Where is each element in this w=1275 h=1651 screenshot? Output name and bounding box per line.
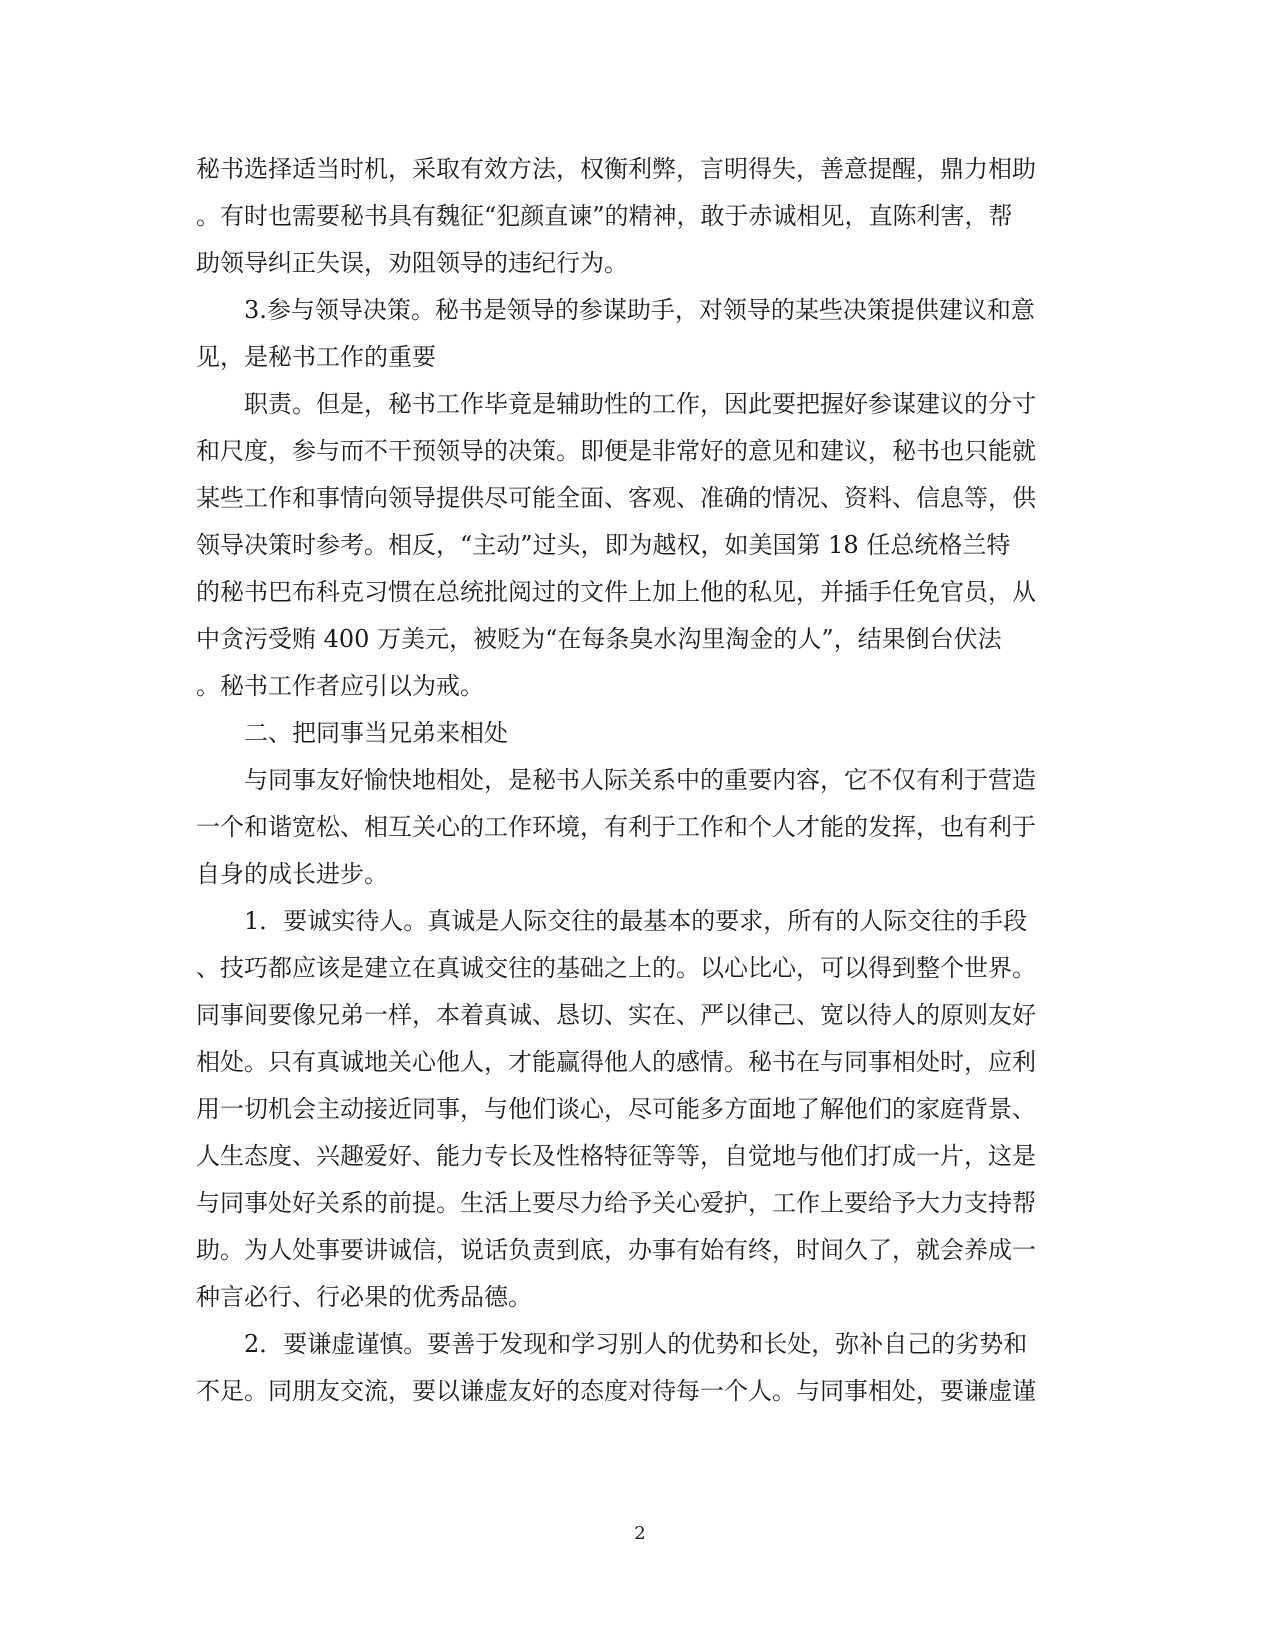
section-heading: 二、把同事当兄弟来相处 xyxy=(244,719,508,747)
text-line: 与同事处好关系的前提。生活上要尽力给予关心爱护，工作上要给予大力支持帮 xyxy=(196,1189,1036,1217)
text-line: 助领导纠正失误，劝阻领导的违纪行为。 xyxy=(196,249,628,277)
text-line: 相处。只有真诚地关心他人，才能赢得他人的感情。秘书在与同事相处时，应利 xyxy=(196,1048,1036,1076)
text-line: 不足。同朋友交流，要以谦虚友好的态度对待每一个人。与同事相处，要谦虚谨 xyxy=(196,1377,1036,1405)
text-line: 和尺度，参与而不干预领导的决策。即便是非常好的意见和建议，秘书也只能就 xyxy=(196,437,1036,465)
text-line: 1．要诚实待人。真诚是人际交往的最基本的要求，所有的人际交往的手段 xyxy=(244,907,1028,935)
text-line: 种言必行、行必果的优秀品德。 xyxy=(196,1283,532,1311)
text-line: 中贪污受贿 400 万美元，被贬为“在每条臭水沟里淘金的人”，结果倒台伏法 xyxy=(196,625,1002,653)
text-line: 、技巧都应该是建立在真诚交往的基础之上的。以心比心，可以得到整个世界。 xyxy=(196,954,1036,982)
text-line: 。有时也需要秘书具有魏征“犯颜直谏”的精神，敢于赤诚相见，直陈利害，帮 xyxy=(196,202,1013,230)
text-line: 职责。但是，秘书工作毕竟是辅助性的工作，因此要把握好参谋建议的分寸 xyxy=(244,390,1036,418)
text-line: 助。为人处事要讲诚信，说话负责到底，办事有始有终，时间久了，就会养成一 xyxy=(196,1236,1036,1264)
text-line: 的秘书巴布科克习惯在总统批阅过的文件上加上他的私见，并插手任免官员，从 xyxy=(196,578,1036,606)
text-line: 同事间要像兄弟一样，本着真诚、恳切、实在、严以律己、宽以待人的原则友好 xyxy=(196,1001,1036,1029)
text-line: 秘书选择适当时机，采取有效方法，权衡利弊，言明得失，善意提醒，鼎力相助 xyxy=(196,155,1036,183)
text-line: 用一切机会主动接近同事，与他们谈心，尽可能多方面地了解他们的家庭背景、 xyxy=(196,1095,1036,1123)
page-number: 2 xyxy=(634,1523,646,1544)
text-line: 人生态度、兴趣爱好、能力专长及性格特征等等，自觉地与他们打成一片，这是 xyxy=(196,1142,1036,1170)
text-line: 。秘书工作者应引以为戒。 xyxy=(196,672,484,700)
text-line: 某些工作和事情向领导提供尽可能全面、客观、准确的情况、资料、信息等，供 xyxy=(196,484,1036,512)
text-line: 3.参与领导决策。秘书是领导的参谋助手，对领导的某些决策提供建议和意 xyxy=(244,296,1035,324)
text-line: 与同事友好愉快地相处，是秘书人际关系中的重要内容，它不仅有利于营造 xyxy=(244,766,1036,794)
text-line: 2．要谦虚谨慎。要善于发现和学习别人的优势和长处，弥补自己的劣势和 xyxy=(244,1330,1028,1358)
text-line: 见，是秘书工作的重要 xyxy=(196,343,436,371)
text-line: 一个和谐宽松、相互关心的工作环境，有利于工作和个人才能的发挥，也有利于 xyxy=(196,813,1036,841)
text-line: 领导决策时参考。相反，“主动”过头，即为越权，如美国第 18 任总统格兰特 xyxy=(196,531,1011,559)
text-line: 自身的成长进步。 xyxy=(196,860,388,888)
